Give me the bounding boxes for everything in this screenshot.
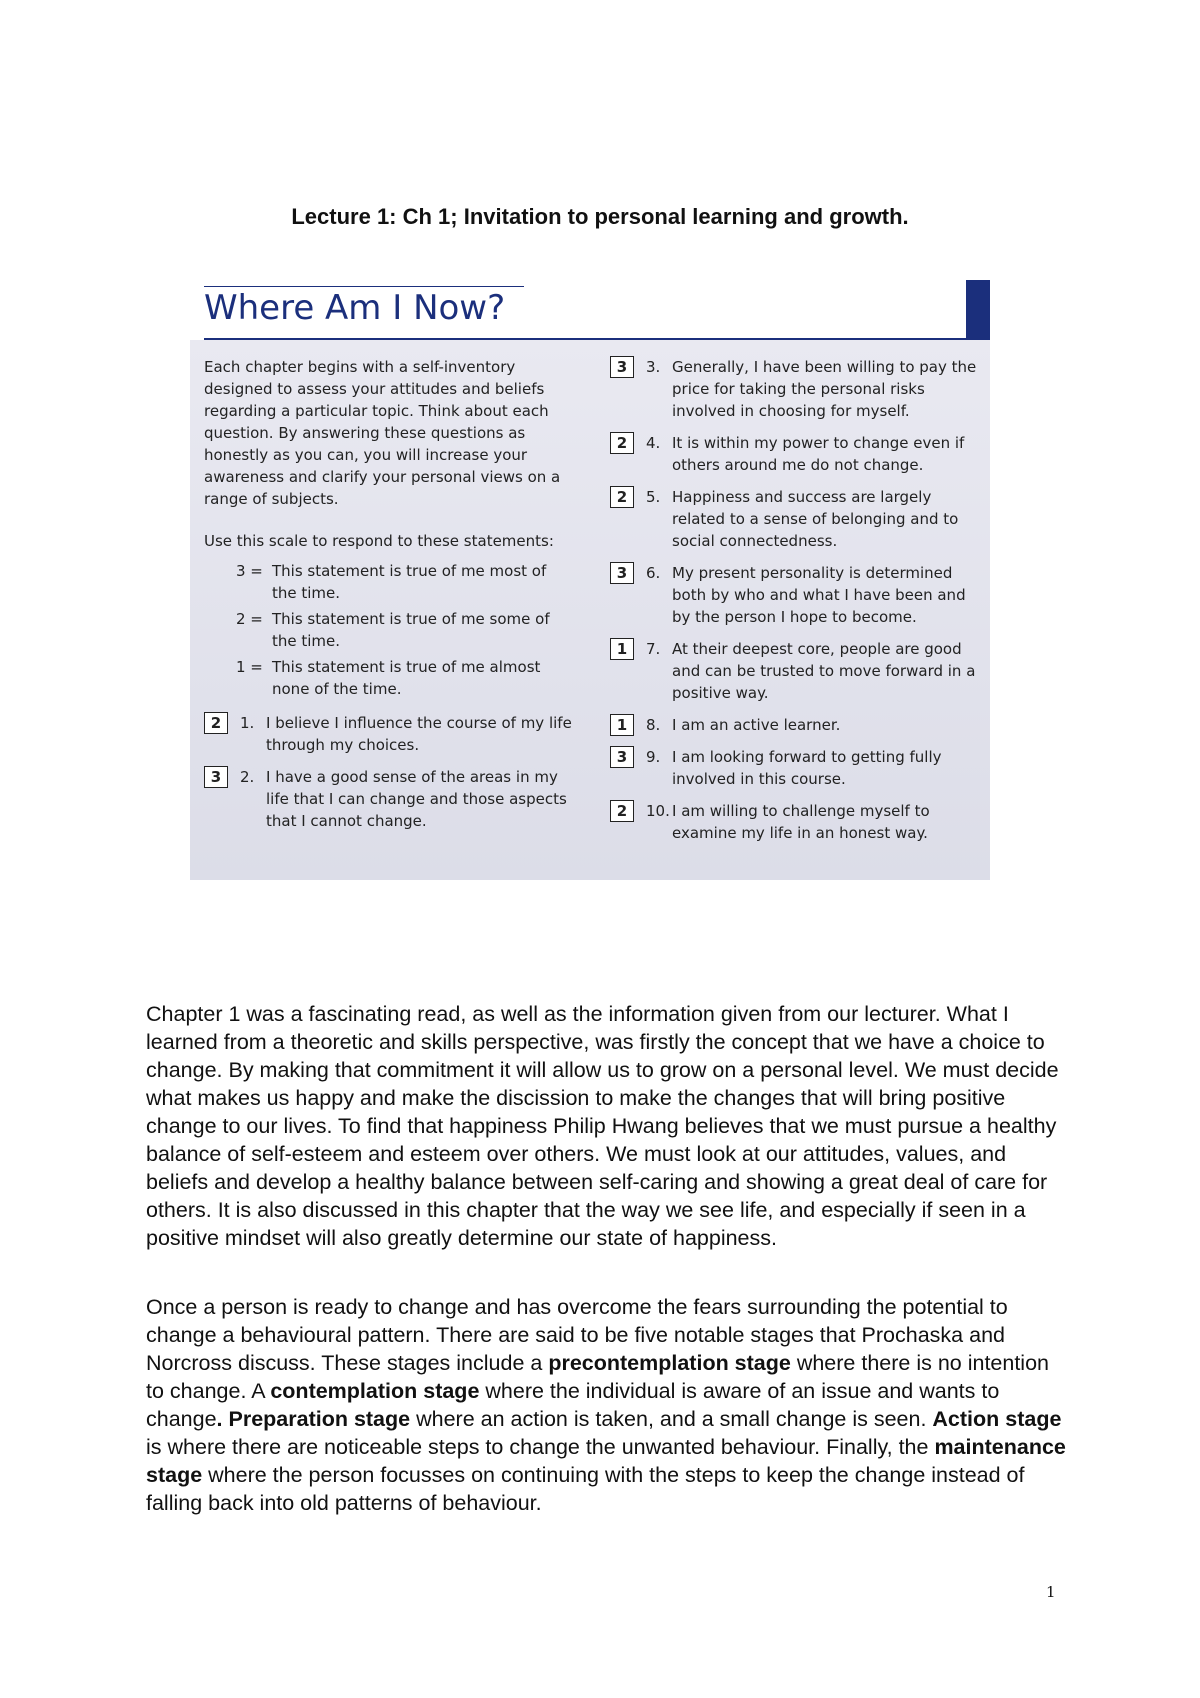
answer-box: 1 — [610, 638, 634, 660]
item-number: 2. — [240, 768, 255, 786]
inventory-item — [610, 486, 982, 552]
heading-rule-top — [204, 286, 524, 287]
page-number: 1 — [1046, 1583, 1056, 1601]
stage-term: . Preparation stage — [216, 1407, 411, 1431]
stage-term: precontemplation stage — [548, 1351, 791, 1375]
item-number: 5. — [646, 488, 661, 506]
paragraph-text: Once a person is ready to change and has overcome the fears surrounding the potential to change a behavioural pattern. There are said to be five notable stages that Prochaska and Norcross discuss. These stages include a precontemplation stage where there is no intention to change. A contemplation stage where the individual is aware of an issue and wants to change. Preparation stage where an action is taken, and a small change is seen. Action stage is where there are noticeable steps to change the unwanted behaviour. Finally, the maintenance stage where the person focusses on continuing with the steps to keep the change instead of falling back into old patterns of behaviour. — [146, 1295, 1066, 1515]
answer-box: 1 — [610, 714, 634, 736]
inventory-item — [610, 638, 982, 704]
item-number: 7. — [646, 640, 661, 658]
item-number: 10. — [646, 802, 670, 820]
item-text: I am an active learner. — [672, 716, 841, 734]
inventory-left-column — [204, 356, 574, 842]
inventory-item — [610, 356, 982, 422]
answer-box: 3 — [610, 356, 634, 378]
body-paragraph-1 — [146, 1000, 1066, 1252]
item-text: It is within my power to change even if others around me do not change. — [672, 434, 965, 474]
inventory-item — [610, 562, 982, 628]
item-number: 6. — [646, 564, 661, 582]
answer-box: 2 — [610, 800, 634, 822]
scale-entry: 2 = This statement is true of me some of the time. — [236, 610, 550, 650]
inventory-item — [610, 714, 982, 736]
scale-entry: 3 = This statement is true of me most of the time. — [236, 562, 547, 602]
inventory-item — [610, 432, 982, 476]
body-paragraph-2 — [146, 1293, 1066, 1517]
answer-box: 3 — [610, 562, 634, 584]
answer-box: 2 — [610, 432, 634, 454]
inventory-item — [204, 766, 574, 832]
item-text: Generally, I have been willing to pay the price for taking the personal risks involved in choosing for myself. — [672, 358, 977, 420]
item-text: I am looking forward to getting fully involved in this course. — [672, 748, 942, 788]
answer-box: 2 — [610, 486, 634, 508]
item-number: 4. — [646, 434, 661, 452]
stage-term: contemplation stage — [270, 1379, 480, 1403]
scale-entry: 1 = This statement is true of me almost none of the time. — [236, 658, 541, 698]
page-title: Lecture 1: Ch 1; Invitation to personal learning and growth. — [291, 204, 909, 229]
item-number: 8. — [646, 716, 661, 734]
stage-term: maintenance stage — [146, 1435, 1066, 1487]
item-text: I have a good sense of the areas in my life that I can change and those aspects that I cannot change. — [266, 768, 567, 830]
inventory-right-column — [610, 356, 982, 854]
item-text: I am willing to challenge myself to examine my life in an honest way. — [672, 802, 930, 842]
inventory-intro: Each chapter begins with a self-inventory designed to assess your attitudes and beliefs regarding a particular topic. Think about each question. By answering these questions as honestly as you can, you will increase your awareness and clarify your personal views on a range of subjects. — [204, 358, 561, 508]
stage-term: Action stage — [932, 1407, 1062, 1431]
scale-intro: Use this scale to respond to these statements: — [204, 532, 554, 550]
item-number: 3. — [646, 358, 661, 376]
scale-list — [204, 560, 574, 700]
answer-box: 2 — [204, 712, 228, 734]
item-text: Happiness and success are largely related to a sense of belonging and to social connectedness. — [672, 488, 959, 550]
self-inventory-figure — [190, 280, 990, 880]
item-text: My present personality is determined both by who and what I have been and by the person I hope to become. — [672, 564, 966, 626]
heading-rule — [204, 338, 966, 340]
item-text: I believe I influence the course of my life through my choices. — [266, 714, 572, 754]
inventory-item — [610, 746, 982, 790]
answer-box: 3 — [204, 766, 228, 788]
item-number: 9. — [646, 748, 661, 766]
inventory-item — [610, 800, 982, 844]
heading-accent-bar — [966, 280, 990, 340]
item-number: 1. — [240, 714, 255, 732]
paragraph-text: Chapter 1 was a fascinating read, as well as the information given from our lecturer. What I learned from a theoretic and skills perspective, was firstly the concept that we have a choice to change. By making that commitment it will allow us to grow on a personal level. We must decide what makes us happy and make the discission to make the changes that will bring positive change to our lives. To find that happiness Philip Hwang believes that we must pursue a healthy balance of self-esteem and esteem over others. We must look at our attitudes, values, and beliefs and develop a healthy balance between self-caring and showing a great deal of care for others. It is also discussed in this chapter that the way we see life, and especially if seen in a positive mindset will also greatly determine our state of happiness. — [146, 1002, 1059, 1250]
item-text: At their deepest core, people are good and can be trusted to move forward in a positive way. — [672, 640, 976, 702]
answer-box: 3 — [610, 746, 634, 768]
inventory-heading: Where Am I Now? — [204, 288, 506, 328]
inventory-item — [204, 712, 574, 756]
